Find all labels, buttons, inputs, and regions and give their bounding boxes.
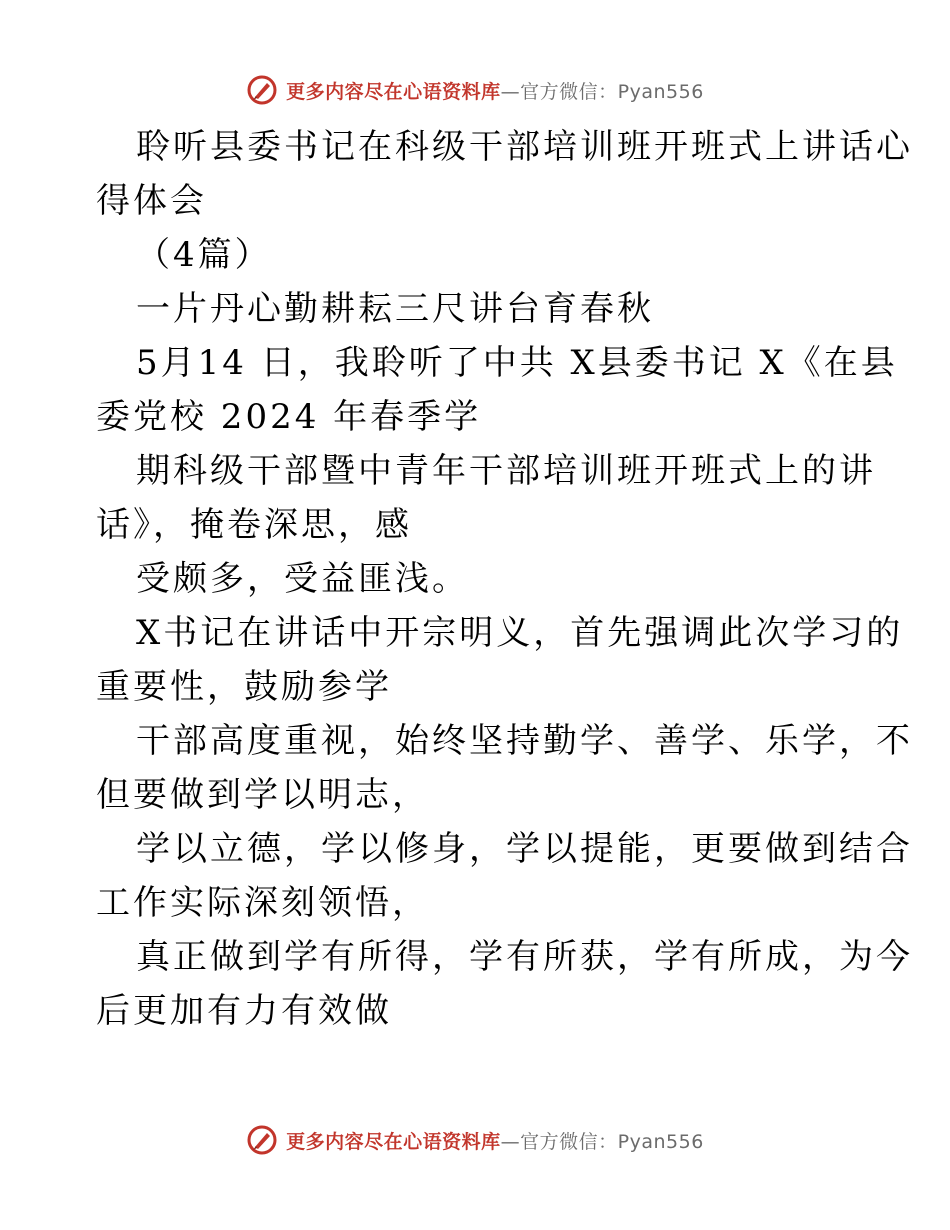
body-line: （4篇） bbox=[136, 235, 272, 275]
footer-watermark-red-text: 更多内容尽在心语资料库 bbox=[286, 1130, 501, 1153]
body-line: 但要做到学以明志， bbox=[96, 775, 429, 815]
body-line: 得体会 bbox=[96, 181, 207, 221]
body-line: 话》，掩卷深思，感 bbox=[96, 505, 412, 545]
body-line: 干部高度重视，始终坚持勤学、善学、乐学，不 bbox=[136, 721, 913, 761]
body-line: 工作实际深刻领悟， bbox=[96, 883, 429, 923]
header-watermark-red-text: 更多内容尽在心语资料库 bbox=[286, 80, 501, 103]
body-line: 受颇多，受益匪浅。 bbox=[136, 559, 469, 599]
footer-watermark-gray-text: —官方微信：Pyan556 bbox=[500, 1130, 704, 1153]
body-line: X书记在讲话中开宗明义，首先强调此次学习的 bbox=[136, 613, 904, 653]
body-line: 5月14 日，我聆听了中共 X县委书记 X《在县 bbox=[136, 343, 898, 383]
header-watermark-text bbox=[286, 77, 704, 104]
body-line: 重要性，鼓励参学 bbox=[96, 667, 392, 707]
header-watermark-banner bbox=[0, 70, 950, 110]
footer-watermark-text bbox=[286, 1127, 704, 1154]
body-line: 委党校 2024 年春季学 bbox=[96, 397, 482, 437]
quill-pen-logo-icon bbox=[246, 1124, 278, 1156]
header-watermark-gray-text: —官方微信：Pyan556 bbox=[500, 80, 704, 103]
body-line: 后更加有力有效做 bbox=[96, 991, 392, 1031]
body-line: 真正做到学有所得，学有所获，学有所成，为今 bbox=[136, 937, 913, 977]
body-line: 期科级干部暨中青年干部培训班开班式上的讲 bbox=[136, 451, 876, 491]
body-line: 一片丹心勤耕耘三尺讲台育春秋 bbox=[136, 289, 654, 329]
body-line: 聆听县委书记在科级干部培训班开班式上讲话心 bbox=[136, 127, 913, 167]
footer-watermark-banner bbox=[0, 1120, 950, 1160]
body-line: 学以立德，学以修身，学以提能，更要做到结合 bbox=[136, 829, 913, 869]
quill-pen-logo-icon bbox=[246, 74, 278, 106]
document-body bbox=[96, 120, 913, 1038]
